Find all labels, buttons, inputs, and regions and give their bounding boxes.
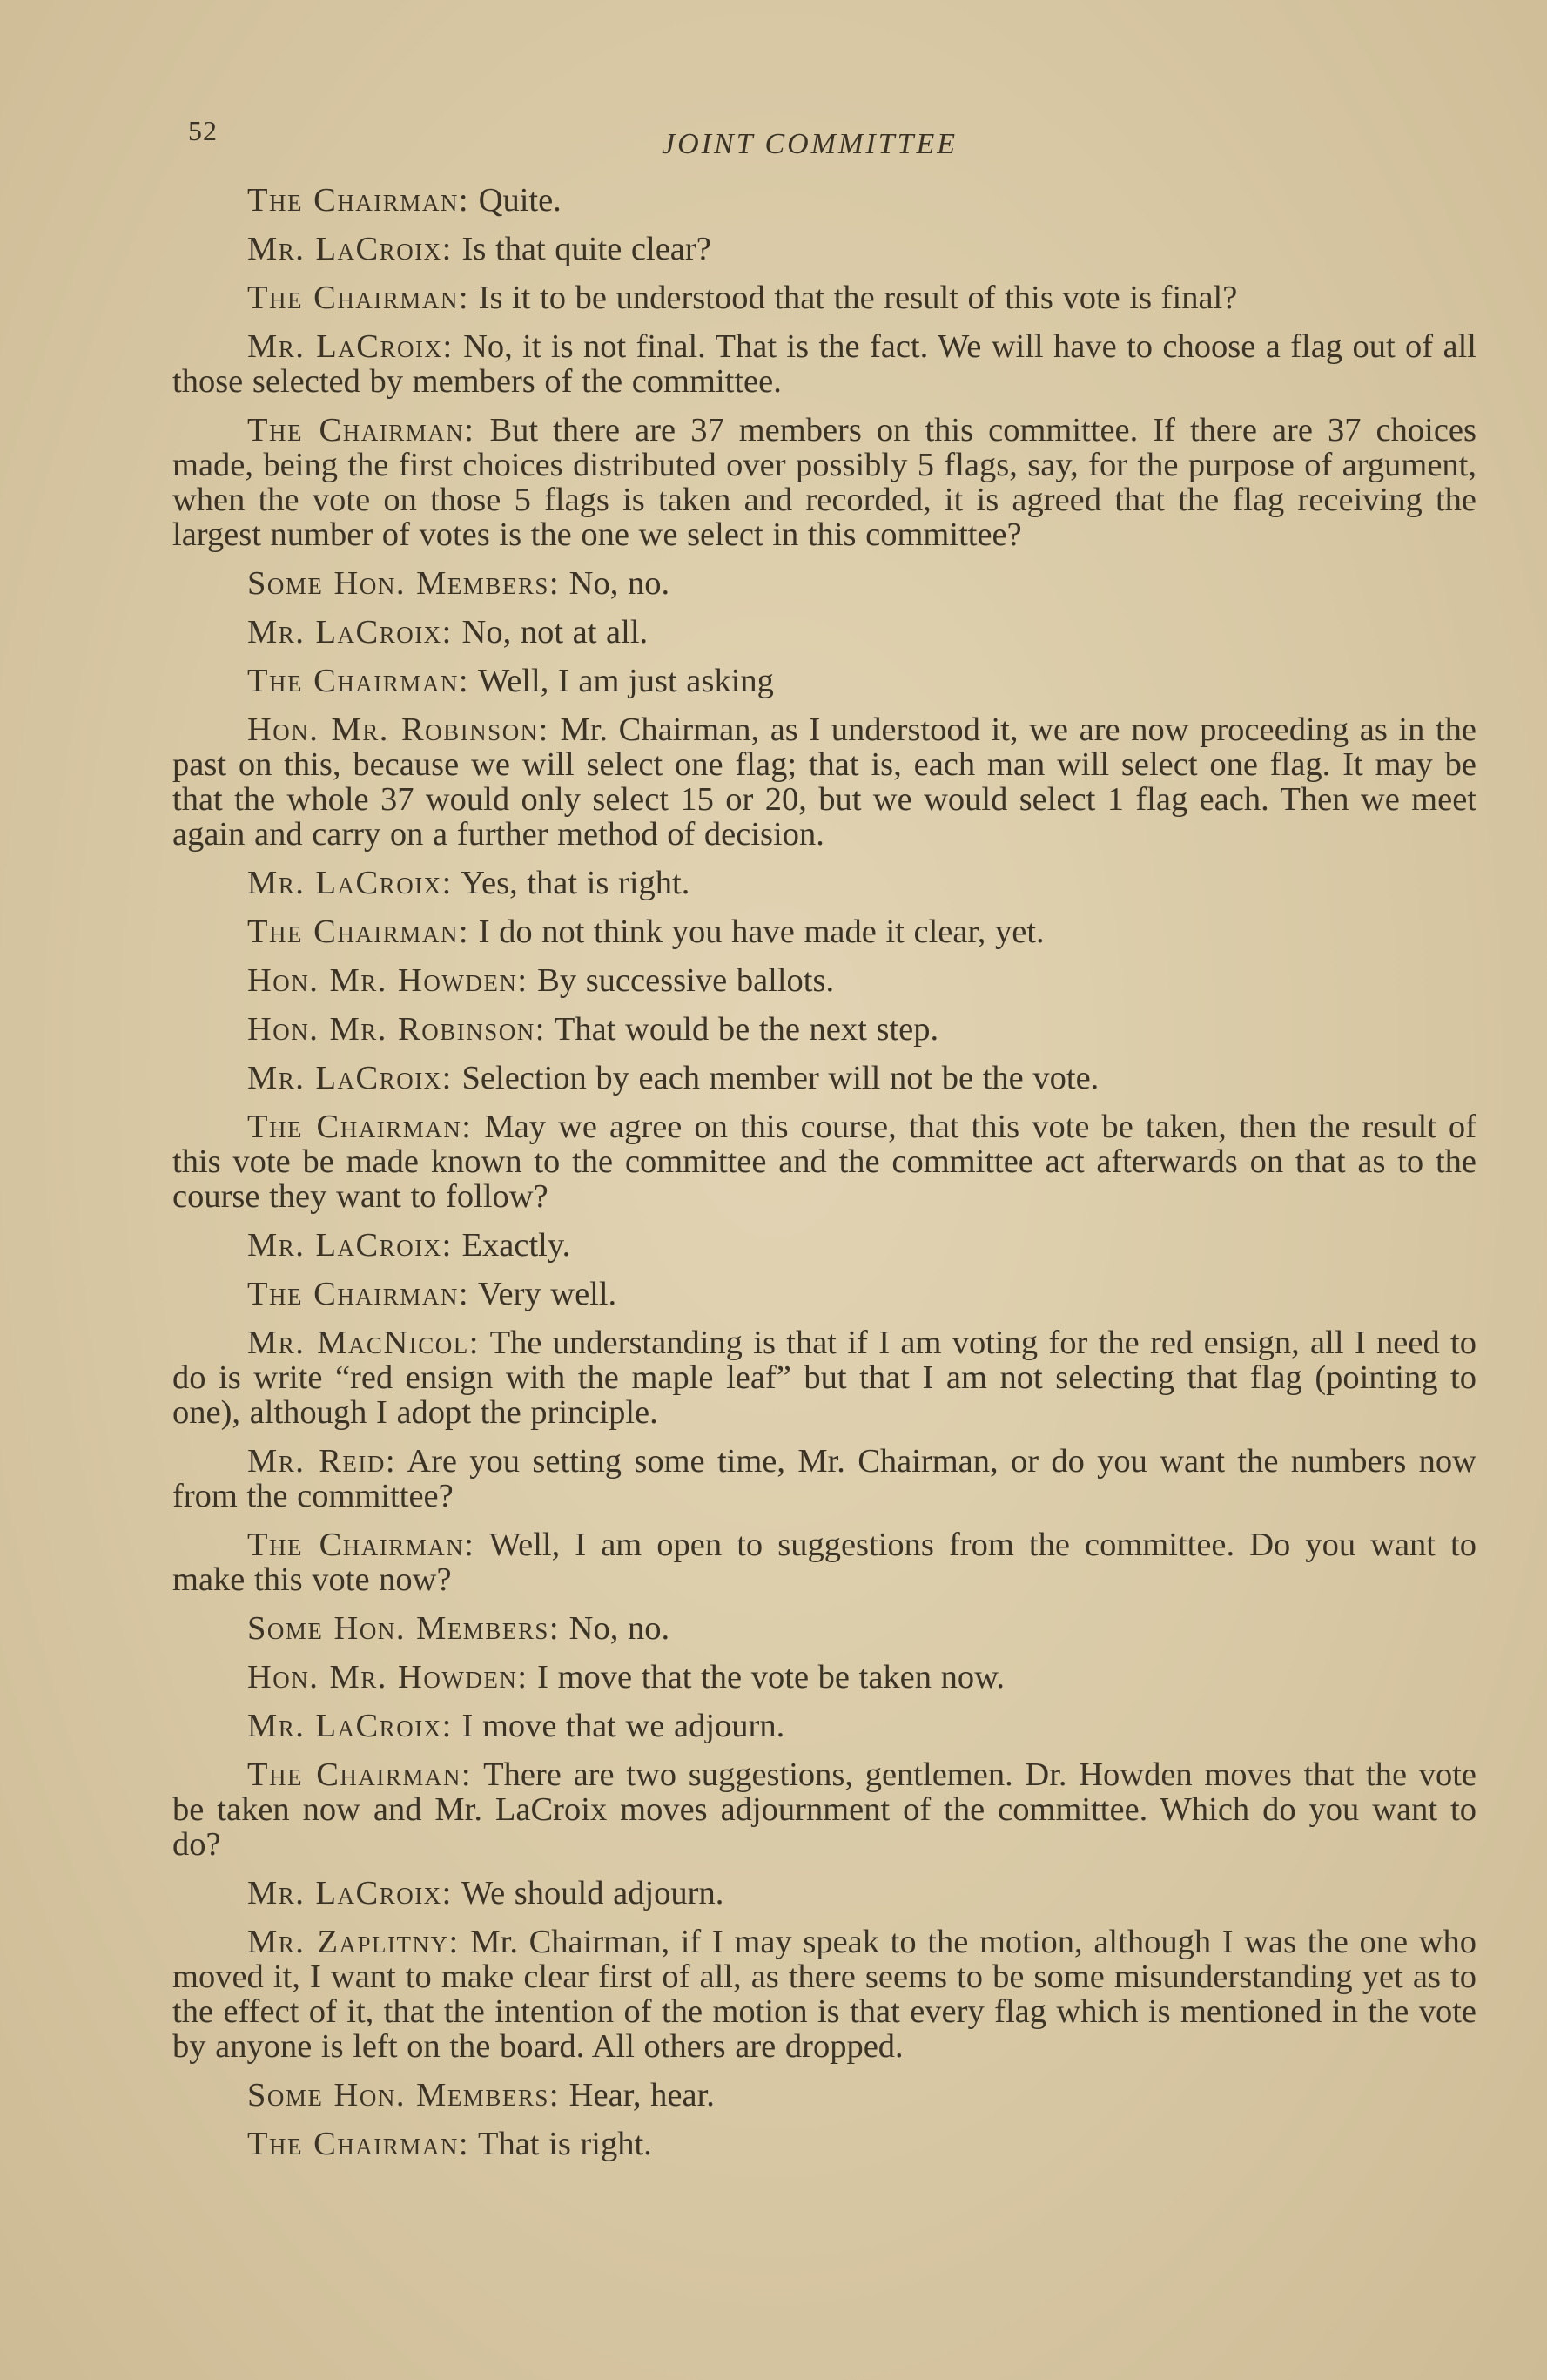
transcript-paragraph — [172, 1444, 1476, 1514]
transcript-paragraph — [172, 183, 1476, 218]
speech-text: That would be the next step. — [554, 1011, 939, 1048]
transcript-paragraph — [172, 329, 1476, 399]
speaker-name: Mr. LaCroix: — [247, 1227, 453, 1264]
speaker-name: Hon. Mr. Robinson: — [247, 711, 549, 748]
transcript-paragraph — [172, 280, 1476, 315]
speaker-name: The Chairman: — [247, 1276, 470, 1312]
speech-text: Hear, hear. — [568, 2077, 715, 2114]
transcript-paragraph — [172, 1277, 1476, 1311]
speech-text: There are two suggestions, gentlemen. Dr. Howden moves that the vote be taken now and Mr. LaCroix moves adjournment of the committee. Which do you want to do? — [172, 1756, 1477, 1863]
speaker-name: The Chairman: — [247, 914, 470, 950]
transcript-paragraph — [172, 1012, 1476, 1047]
transcript-paragraph — [172, 1876, 1476, 1911]
transcript-paragraph — [172, 1660, 1476, 1695]
speech-text: Yes, that is right. — [461, 865, 690, 901]
speaker-name: The Chairman: — [247, 412, 475, 448]
transcript-paragraph — [172, 2078, 1476, 2113]
speaker-name: The Chairman: — [247, 2126, 470, 2162]
speech-text: No, not at all. — [461, 614, 649, 651]
speech-text: Well, I am just asking — [477, 663, 774, 699]
speech-text: Mr. Chairman, if I may speak to the motion, although I was the one who moved it, I want to make clear first of all, as there seems to be some misunderstanding yet as to the effect of it, that the intention of the motion is that every flag which is mentioned in the vote by anyone is left on the board. All others are dropped. — [172, 1924, 1476, 2065]
transcript-paragraph — [172, 2127, 1476, 2161]
speech-text: I move that the vote be taken now. — [537, 1659, 1006, 1696]
speech-text: But there are 37 members on this committee. If there are 37 choices made, being the first choices distributed over possibly 5 flags, say, for the purpose of argument, when the vote on those 5 flags is taken and recorded, it is agreed that the flag receiving the largest number of votes is the one we select in this committee? — [172, 412, 1476, 553]
speech-text: Very well. — [477, 1276, 617, 1312]
speech-text: The understanding is that if I am voting for the red ensign, all I need to do is write “red ensign with the maple leaf” but that I am not selecting that flag (pointing to one), although I adopt the principle. — [172, 1325, 1476, 1431]
transcript-paragraph — [172, 566, 1476, 601]
speech-text: Is it to be understood that the result of this vote is final? — [478, 280, 1238, 316]
transcript-paragraph — [172, 1109, 1476, 1214]
speaker-name: Mr. LaCroix: — [247, 328, 454, 365]
speech-text: Selection by each member will not be the vote. — [461, 1060, 1100, 1096]
transcript-paragraph — [172, 413, 1476, 552]
speech-text: That is right. — [477, 2126, 652, 2162]
speaker-name: Some Hon. Members: — [247, 565, 561, 602]
speaker-name: The Chairman: — [247, 1109, 473, 1145]
transcript-paragraph — [172, 1757, 1476, 1862]
transcript-paragraph — [172, 1325, 1476, 1430]
speech-text: By successive ballots. — [537, 962, 835, 999]
speaker-name: Hon. Mr. Howden: — [247, 1659, 528, 1696]
transcript-paragraph — [172, 232, 1476, 266]
speaker-name: Mr. Zaplitny: — [247, 1924, 460, 1960]
transcript-paragraph — [172, 664, 1476, 698]
speaker-name: The Chairman: — [247, 280, 470, 316]
speaker-name: The Chairman: — [247, 663, 470, 699]
speaker-name: Hon. Mr. Howden: — [247, 962, 528, 999]
speech-text: Are you setting some time, Mr. Chairman, or do you want the numbers now from the committee? — [172, 1443, 1476, 1514]
transcript-paragraph — [172, 914, 1476, 949]
speaker-name: Mr. Reid: — [247, 1443, 397, 1480]
transcript-paragraph — [172, 1925, 1476, 2064]
running-head: JOINT COMMITTEE — [662, 128, 958, 160]
transcript-paragraph — [172, 1709, 1476, 1743]
page-number: 52 — [188, 115, 218, 146]
speaker-name: The Chairman: — [247, 1756, 473, 1793]
speech-text: I move that we adjourn. — [461, 1708, 785, 1744]
speech-text: Well, I am open to suggestions from the committee. Do you want to make this vote now? — [172, 1527, 1477, 1598]
speaker-name: Mr. LaCroix: — [247, 865, 453, 901]
transcript-paragraph — [172, 615, 1476, 650]
transcript-paragraph — [172, 866, 1476, 900]
speech-text: Quite. — [478, 182, 562, 219]
transcript-paragraph — [172, 712, 1476, 852]
speech-text: Is that quite clear? — [461, 231, 711, 267]
speaker-name: The Chairman: — [247, 182, 470, 219]
speech-text: No, no. — [568, 1610, 670, 1647]
speech-text: Mr. Chairman, as I understood it, we are now proceeding as in the past on this, because we will select one flag; that is, each man will select one flag. It may be that the whole 37 would only select 15 or 20, but we would select 1 flag each. Then we meet again and carry on a further method of decision. — [172, 711, 1476, 853]
speaker-name: Mr. LaCroix: — [247, 231, 453, 267]
speaker-name: Mr. MacNicol: — [247, 1325, 480, 1361]
transcript-body — [172, 183, 1476, 2175]
transcript-paragraph — [172, 963, 1476, 998]
speaker-name: Mr. LaCroix: — [247, 1875, 453, 1911]
speaker-name: Mr. LaCroix: — [247, 1060, 453, 1096]
transcript-paragraph — [172, 1611, 1476, 1646]
speaker-name: Mr. LaCroix: — [247, 614, 453, 651]
transcript-paragraph — [172, 1527, 1476, 1597]
speech-text: We should adjourn. — [461, 1875, 724, 1911]
speech-text: Exactly. — [461, 1227, 571, 1264]
speech-text: No, no. — [568, 565, 670, 602]
speaker-name: Mr. LaCroix: — [247, 1708, 453, 1744]
speech-text: No, it is not final. That is the fact. We will have to choose a flag out of all those selected by members of the committee. — [172, 328, 1476, 400]
speech-text: May we agree on this course, that this vote be taken, then the result of this vote be made known to the committee and the committee act afterwards on that as to the course they want to follow? — [172, 1109, 1477, 1215]
speaker-name: Some Hon. Members: — [247, 1610, 561, 1647]
transcript-paragraph — [172, 1061, 1476, 1096]
transcript-paragraph — [172, 1228, 1476, 1263]
speaker-name: Some Hon. Members: — [247, 2077, 561, 2114]
speaker-name: The Chairman: — [247, 1527, 475, 1563]
speech-text: I do not think you have made it clear, yet. — [478, 914, 1045, 950]
speaker-name: Hon. Mr. Robinson: — [247, 1011, 546, 1048]
